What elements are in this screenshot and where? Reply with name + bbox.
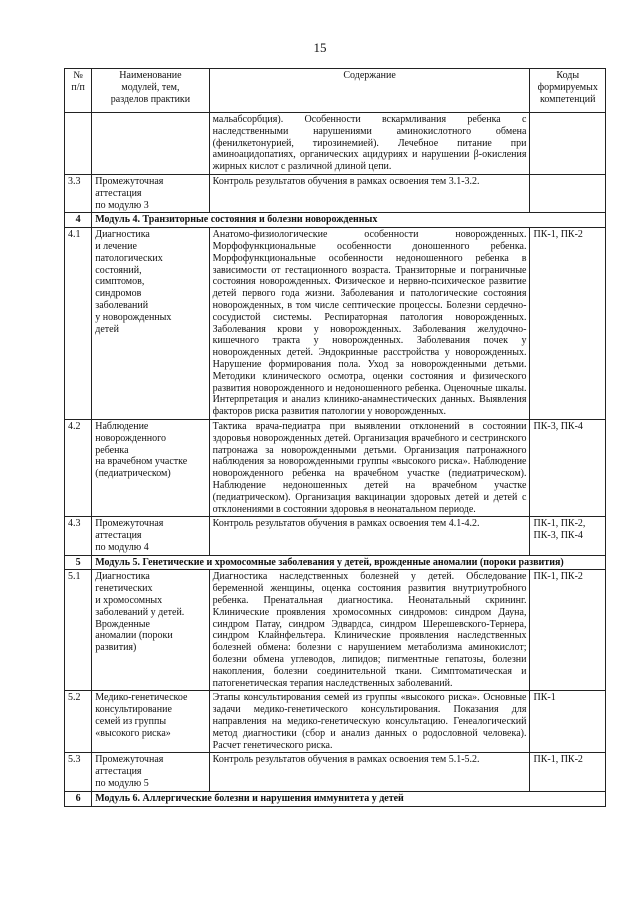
row-num: 5.1 (65, 570, 92, 691)
table-row (65, 570, 606, 691)
table-header-row (65, 69, 606, 113)
row-codes: ПК-1, ПК-2 (530, 753, 606, 791)
table-row (65, 419, 606, 516)
module-title: Модуль 6. Аллергические болезни и нарушения иммунитета у детей (92, 791, 606, 806)
row-content: Анатомо-физиологические особенности новорожденных. Морфофункциональные особенности доношенного ребенка. Морфофункциональные особенности недоношенного ребенка в зависимости от гестационного возраста. Транзиторные и пограничные состояния новорожденных. Физическое и нервно-психическое развитие детей первого года жизни. Заболевания и патологические состояния новорожденных, в том числе септические процессы. Болезни сердечно-сосудистой системы. Респираторная патология новорожденных. Заболевания крови у новорожденных. Заболевания желудочно-кишечного тракта у новорожденных. Заболевания почек у новорожденных детей. Эндокринные расстройства у новорожденных. Нарушение формирования пола. Уход за новорожденными детьми. Методики клинического осмотра, оценки состояния и физического развития новорожденного и недоношенного ребенка. Оценочные шкалы. Интерпретация и анализ клинико-анамнестических данных. Выявления факторов риска развития патологии у новорожденных. (209, 228, 530, 420)
row-content: мальабсорбция). Особенности вскармливания ребенка с наследственными нарушениями аминокислотного обмена (фенилкетонурией, тирозинемией). Лечебное питание при аминоацидопатиях, органических ацидуриях и нарушении β-окисления жирных кислот с различной длиной цепи. (209, 113, 530, 175)
row-codes: ПК-3, ПК-4 (530, 419, 606, 516)
row-num: 4.3 (65, 517, 92, 555)
curriculum-table (64, 68, 606, 807)
row-content: Диагностика наследственных болезней у детей. Обследование беременной женщины, оценка состояния развития внутриутробного ребенка. Пренатальная диагностика. Неонатальный скрининг. Клинические проявления хромосомных синдромов: синдром Дауна, синдром Патау, синдром Эдвардса, синдром Шерешевского-Тернера, синдром Клайнфельтера. Клинические проявления наследственных болезней обмена: болезни с нарушением метаболизма аминокислот; болезни обмена углеводов, липидов; пигментные гепатозы, болезни накопления, болезни соединительной ткани. Симптоматическая и патогенетическая терапия наследственных заболеваний. (209, 570, 530, 691)
row-num: 5.3 (65, 753, 92, 791)
row-name: Промежуточная аттестация по модулю 4 (92, 517, 209, 555)
table-row (65, 517, 606, 555)
module-title: Модуль 4. Транзиторные состояния и болезни новорожденных (92, 213, 606, 228)
table-row (65, 691, 606, 753)
row-content: Контроль результатов обучения в рамках освоения тем 5.1-5.2. (209, 753, 530, 791)
table-row (65, 113, 606, 175)
header-num: № п/п (65, 69, 92, 113)
row-content: Тактика врача-педиатра при выявлении отклонений в состоянии здоровья новорожденных детей. Организация врачебного и сестринского патронажа за новорожденными детьми. Организация патронажного наблюдения за новорожденными группы «высокого риска». Наблюдение новорожденного ребенка на врачебном участке (педиатрическом). Наблюдение недоношенных детей на врачебном участке (педиатрическом). Организация вакцинации здоровых детей и детей с отклонениями в состоянии здоровья в неонатальном периоде. (209, 419, 530, 516)
row-num: 3.3 (65, 174, 92, 212)
row-codes (530, 174, 606, 212)
row-codes: ПК-1, ПК-2 (530, 228, 606, 420)
module-num: 6 (65, 791, 92, 806)
module-num: 4 (65, 213, 92, 228)
module-title: Модуль 5. Генетические и хромосомные заболевания у детей, врожденные аномалии (пороки развития) (92, 555, 606, 570)
module-num: 5 (65, 555, 92, 570)
row-num: 4.1 (65, 228, 92, 420)
table-row (65, 228, 606, 420)
row-name: Медико-генетическое консультирование семей из группы «высокого риска» (92, 691, 209, 753)
row-content: Этапы консультирования семей из группы «высокого риска». Основные задачи медико-генетического консультирования. Показания для направления на медико-генетическую консультацию. Генеалогический метод диагностики (сбор и анализ данных о родословной человека). Расчет генетического риска. (209, 691, 530, 753)
module-row (65, 555, 606, 570)
row-codes: ПК-1, ПК-2, ПК-3, ПК-4 (530, 517, 606, 555)
module-row (65, 213, 606, 228)
page-number: 15 (313, 40, 327, 55)
row-name: Диагностика и лечение патологических состояний, симптомов, синдромов заболеваний у новорожденных детей (92, 228, 209, 420)
table-row (65, 174, 606, 212)
row-num: 5.2 (65, 691, 92, 753)
row-codes: ПК-1, ПК-2 (530, 570, 606, 691)
row-name: Промежуточная аттестация по модулю 3 (92, 174, 209, 212)
row-name: Наблюдение новорожденного ребенка на врачебном участке (педиатрическом) (92, 419, 209, 516)
table-row (65, 753, 606, 791)
row-name: Промежуточная аттестация по модулю 5 (92, 753, 209, 791)
header-name: Наименование модулей, тем, разделов практики (92, 69, 209, 113)
row-name: Диагностика генетических и хромосомных заболеваний у детей. Врожденные аномалии (пороки развития) (92, 570, 209, 691)
row-num: 4.2 (65, 419, 92, 516)
module-row (65, 791, 606, 806)
row-codes: ПК-1 (530, 691, 606, 753)
row-content: Контроль результатов обучения в рамках освоения тем 3.1-3.2. (209, 174, 530, 212)
header-content: Содержание (209, 69, 530, 113)
header-codes: Коды формируемых компетенций (530, 69, 606, 113)
row-content: Контроль результатов обучения в рамках освоения тем 4.1-4.2. (209, 517, 530, 555)
